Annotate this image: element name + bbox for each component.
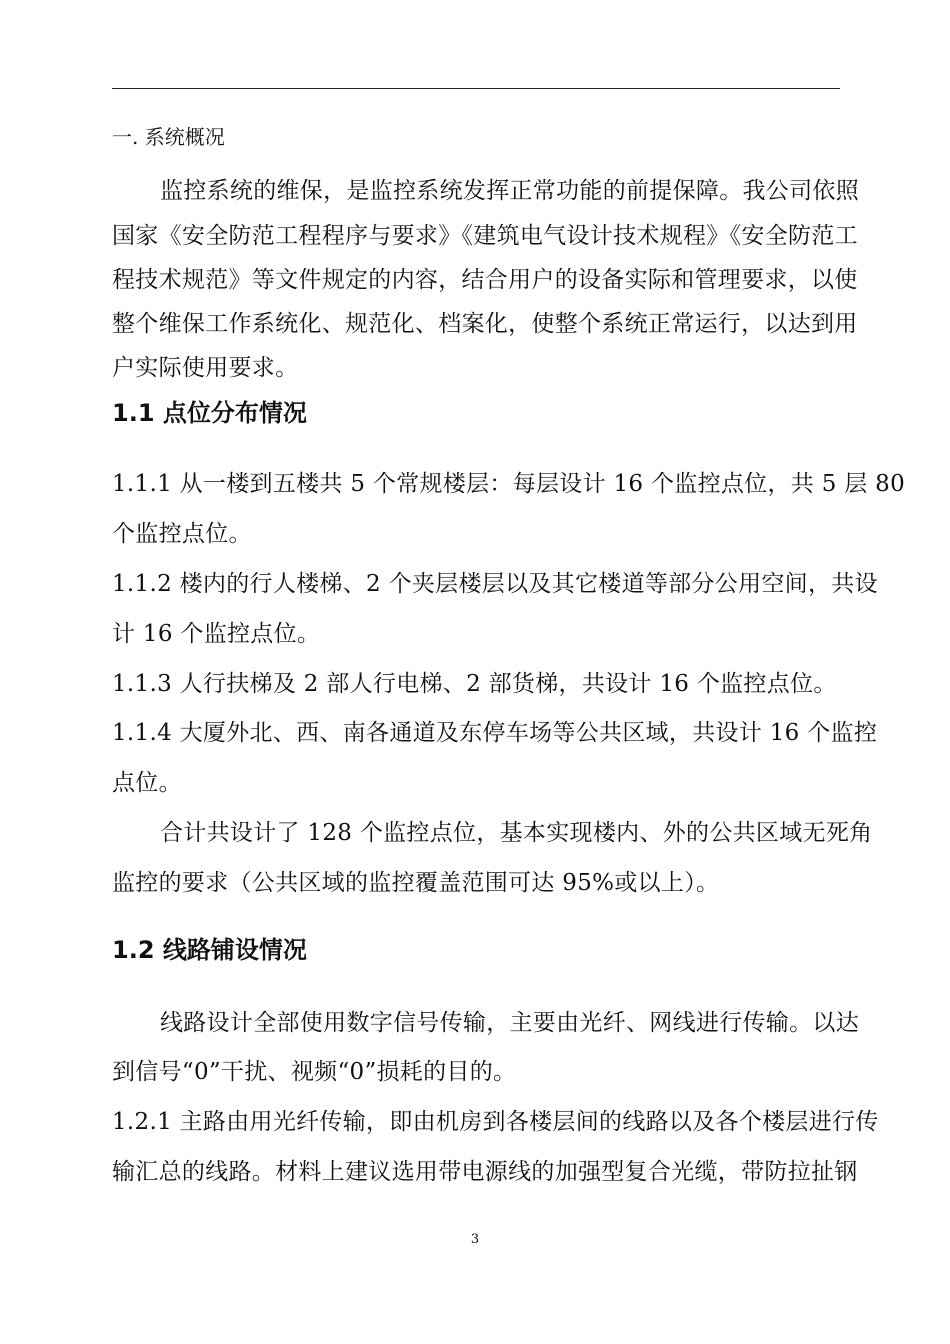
- item-1-1-2-line-2: 计 16 个监控点位。: [112, 621, 321, 647]
- item-1-1-1-line-1: 1.1.1 从一楼到五楼共 5 个常规楼层：每层设计 16 个监控点位，共 5 层 80: [112, 471, 906, 497]
- intro-line-1: 监控系统的维保，是监控系统发挥正常功能的前提保障。我公司依照: [160, 178, 859, 204]
- summary-line-1: 合计共设计了 128 个监控点位，基本实现楼内、外的公共区域无死角: [160, 820, 873, 846]
- item-1-2-1-line-1: 1.2.1 主路由用光纤传输，即由机房到各楼层间的线路以及各个楼层进行传: [112, 1109, 879, 1135]
- intro-line-5: 户实际使用要求。: [112, 355, 299, 381]
- wiring-intro-line-2: 到信号“0”干扰、视频“0”损耗的目的。: [112, 1059, 517, 1085]
- intro-line-4: 整个维保工作系统化、规范化、档案化，使整个系统正常运行，以达到用: [112, 311, 858, 337]
- wiring-intro-line-1: 线路设计全部使用数字信号传输，主要由光纤、网线进行传输。以达: [160, 1010, 859, 1036]
- header-rule: [112, 88, 840, 89]
- page-number: 3: [470, 1232, 480, 1247]
- item-1-1-3-line-1: 1.1.3 人行扶梯及 2 部人行电梯、2 部货梯，共设计 16 个监控点位。: [112, 671, 837, 697]
- item-1-1-4-line-2: 点位。: [112, 770, 182, 796]
- item-1-1-2-line-1: 1.1.2 楼内的行人楼梯、2 个夹层楼层以及其它楼道等部分公用空间，共设: [112, 571, 878, 597]
- heading-1-2: 1.2 线路铺设情况: [112, 936, 307, 964]
- summary-line-2: 监控的要求（公共区域的监控覆盖范围可达 95%或以上）。: [112, 870, 720, 896]
- item-1-1-1-line-2: 个监控点位。: [112, 521, 252, 547]
- section-title: 一. 系统概况: [112, 125, 225, 149]
- heading-1-1: 1.1 点位分布情况: [112, 399, 307, 427]
- intro-line-2: 国家《安全防范工程程序与要求》《建筑电气设计技术规程》《安全防范工: [112, 223, 858, 249]
- item-1-2-1-line-2: 输汇总的线路。材料上建议选用带电源线的加强型复合光缆，带防拉扯钢: [112, 1159, 858, 1185]
- item-1-1-4-line-1: 1.1.4 大厦外北、西、南各通道及东停车场等公共区域，共设计 16 个监控: [112, 720, 878, 746]
- intro-line-3: 程技术规范》等文件规定的内容，结合用户的设备实际和管理要求，以使: [112, 267, 858, 293]
